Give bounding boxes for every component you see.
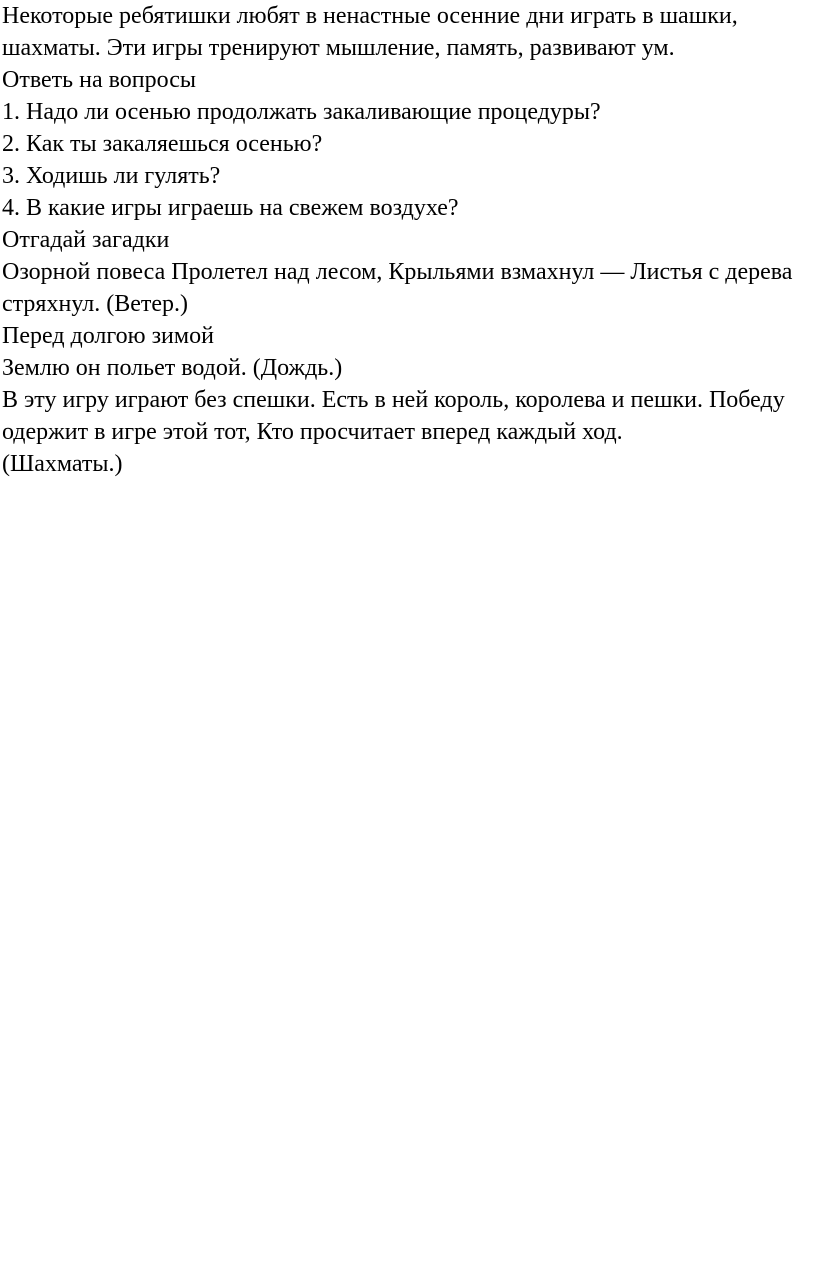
riddle-wind: Озорной повеса Пролетел над лесом, Крыльями взмахнул — Листья с дерева стряхнул. (Ветер.) bbox=[2, 259, 793, 317]
question-item: 2. Как ты закаляешься осенью? bbox=[2, 131, 323, 157]
riddles-heading: Отгадай загадки bbox=[2, 227, 170, 253]
riddle-rain-line-1: Перед долгою зимой bbox=[2, 323, 214, 349]
questions-heading: Ответь на вопросы bbox=[2, 67, 196, 93]
question-item: 3. Ходишь ли гулять? bbox=[2, 163, 221, 189]
riddle-chess: В эту игру играют без спешки. Есть в ней король, королева и пешки. Победу одержит в игре этой тот, Кто просчитает вперед каждый ход. bbox=[2, 387, 785, 445]
question-item: 1. Надо ли осенью продолжать закаливающие процедуры? bbox=[2, 99, 601, 125]
document-body bbox=[2, 0, 814, 480]
riddle-chess-answer: (Шахматы.) bbox=[2, 451, 123, 477]
intro-paragraph: Некоторые ребятишки любят в ненастные осенние дни играть в шашки, шахматы. Эти игры тренируют мышление, память, развивают ум. bbox=[2, 3, 738, 61]
riddle-rain-line-2: Землю он польет водой. (Дождь.) bbox=[2, 355, 343, 381]
question-item: 4. В какие игры играешь на свежем воздухе? bbox=[2, 195, 459, 221]
